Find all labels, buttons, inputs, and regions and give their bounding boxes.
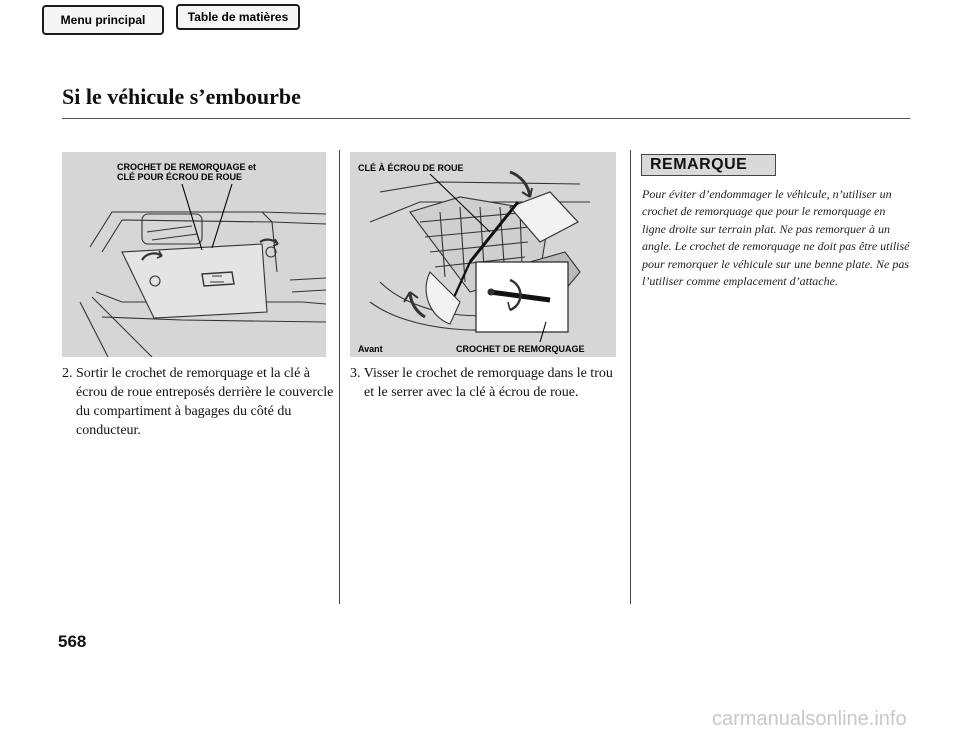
step-3-text: 3. Visser le crochet de remorquage dans le trou et le serrer avec la clé à écrou de roue. [350,366,613,400]
column-divider-left [339,150,340,604]
page-number: 568 [58,632,87,651]
callout-front: Avant [358,344,383,354]
callout-wheel-wrench: CLÉ À ÉCROU DE ROUE [358,163,464,173]
watermark: carmanualsonline.info [712,708,907,730]
column-divider-right [630,150,631,604]
title-divider [62,118,910,119]
table-of-contents-button[interactable]: Table de matières [176,4,300,30]
main-menu-button[interactable]: Menu principal [42,5,164,35]
callout-hook-and-wrench [117,162,256,182]
callout-towing-hook: CROCHET DE REMORQUAGE [456,344,585,354]
page-title: Si le véhicule s’embourbe [62,84,301,109]
bumper-hook-illustration [350,152,616,357]
callout-line-1: CROCHET DE REMORQUAGE et [117,162,257,172]
step-2-text: 2. Sortir le crochet de remorquage et la clé à écrou de roue entreposés derrière le couvercle du compartiment à bagages du côté du conducteur. [62,366,334,438]
remark-text: Pour éviter d’endommager le véhicule, n’utiliser un crochet de remorquage que pour le remorquage en ligne droite sur terrain plat. Ne pas remorquer à un angle. Le crochet de remorquage ne doit pas être utilisé pour remorquer le véhicule sur une benne plate. Ne pas l’utiliser comme emplacement d’attache. [642,187,910,289]
cargo-compartment-illustration [62,152,326,357]
figure-cargo-compartment [62,152,326,357]
callout-line-2: CLÉ POUR ÉCROU DE ROUE [117,172,243,182]
remark-label: REMARQUE [641,154,776,176]
figure-bumper-hook [350,152,616,357]
